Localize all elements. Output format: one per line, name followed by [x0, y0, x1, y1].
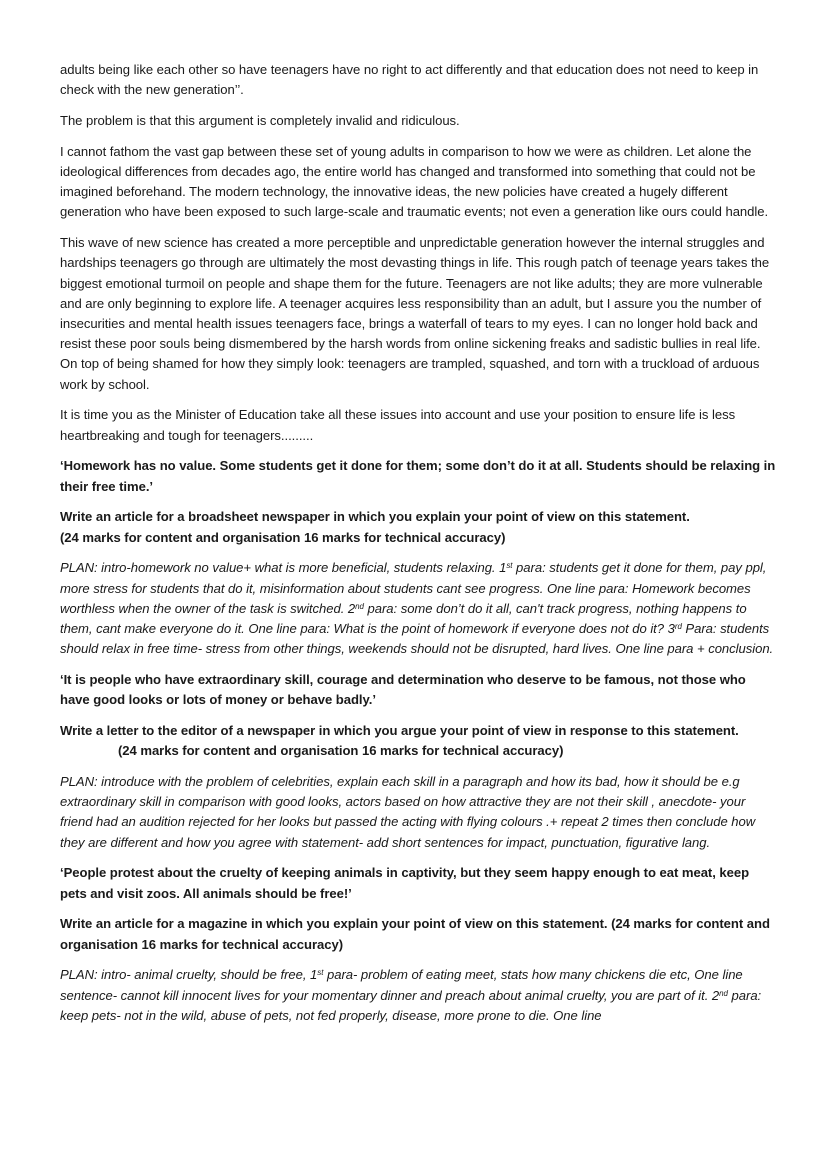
question-1-plan	[60, 558, 776, 659]
question-2-statement: ‘It is people who have extraordinary skill, courage and determination who deserve to be famous, not those who have good looks or lots of money or behave badly.’	[60, 672, 746, 708]
question-1-plan-part-a: PLAN: intro-homework no value+ what is more beneficial, students relaxing. 1	[60, 560, 507, 576]
question-1-plan-part-b: para: students get it done for them, pay ppl, more stress for students that do it, misinformation about students cant see progress. One line para: Homework becomes worthless when the owner of the task is switched. 2	[60, 560, 767, 616]
essay-paragraph-3: I cannot fathom the vast gap between these set of young adults in comparison to how we were as children. Let alone the ideological differences from decades ago, the entire world has changed and transformed into something that could not be imagined beforehand. The modern technology, the innovative ideas, the new policies have created a hugely different generation who have been exposed to such large-scale and traumatic events; not even a generation like ours could handle.	[60, 143, 769, 220]
essay-paragraph-5: It is time you as the Minister of Education take all these issues into account and use your position to ensure life is less heartbreaking and tough for teenagers.........	[60, 407, 736, 443]
question-3-plan-part-a: PLAN: intro- animal cruelty, should be free, 1	[60, 967, 318, 983]
essay-paragraph-1: adults being like each other so have teenagers have no right to act differently and that education does not need to keep in check with the new generation’’.	[60, 62, 759, 98]
question-3-plan	[60, 965, 776, 1026]
document-body	[60, 60, 776, 1037]
question-2-marks: (24 marks for content and organisation 16 marks for technical accuracy)	[118, 743, 564, 759]
question-2-task	[60, 721, 776, 761]
question-3-plan-part-b: para- problem of eating meet, stats how many chickens die etc, One line sentence- cannot kill innocent lives for your momentary dinner and preach about animal cruelty, you are part of it. 2	[60, 967, 743, 1003]
ordinal-suffix: rd	[674, 622, 682, 632]
question-1-task	[60, 507, 776, 547]
question-3-task: Write an article for a magazine in which you explain your point of view on this statement. (24 marks for content and organisation 16 marks for technical accuracy)	[60, 916, 770, 952]
ordinal-suffix: st	[506, 561, 513, 571]
question-3-plan-part-c: para: keep pets- not in the wild, abuse of pets, not fed properly, disease, more prone to die. One line	[60, 987, 762, 1023]
question-3-statement: ‘People protest about the cruelty of keeping animals in captivity, but they seem happy enough to eat meat, keep pets and visit zoos. All animals should be free!’	[60, 865, 750, 901]
ordinal-suffix: nd	[355, 601, 364, 611]
ordinal-suffix: st	[317, 968, 324, 978]
question-1-statement: ‘Homework has no value. Some students get it done for them; some don’t do it at all. Students should be relaxing in their free time.’	[60, 458, 776, 494]
question-1-plan-part-d: Para: students should relax in free time- stress from other things, weekends should not be disrupted, hard lives. One line para + conclusion.	[60, 621, 774, 657]
ordinal-suffix: nd	[719, 988, 728, 998]
question-1-marks: (24 marks for content and organisation 16 marks for technical accuracy)	[60, 529, 506, 545]
question-1-task-text: Write an article for a broadsheet newspaper in which you explain your point of view on this statement.	[60, 509, 690, 525]
question-2-task-text: Write a letter to the editor of a newspaper in which you argue your point of view in response to this statement.	[60, 723, 739, 739]
essay-paragraph-4: This wave of new science has created a more perceptible and unpredictable generation however the internal struggles and hardships teenagers go through are ultimately the most devasting things in life. This rough patch of teenage years takes the biggest emotional turmoil on people and shape them for the future. Teenagers are not like adults; they are more vulnerable and are only beginning to explore life. A teenager acquires less responsibility than an adult, but I assure you the number of insecurities and mental health issues teenagers face, brings a waterfall of tears to my eyes. I can no longer hold back and resist these poor souls being dismembered by the harsh words from online sickening freaks and sadistic bullies in real life. On top of being shamed for how they simply look: teenagers are trampled, squashed, and torn with a truckload of arduous work by school.	[60, 235, 770, 392]
question-2-plan: PLAN: introduce with the problem of celebrities, explain each skill in a paragraph and how its bad, how it should be e.g extraordinary skill in comparison with good looks, actors based on how attractive they are not their skill , anecdote- your friend had an audition rejected for her looks but passed the acting with flying colours .+ repeat 2 times then conclude how they are different and how you agree with statement- add short sentences for impact, punctuation, figurative lang.	[60, 774, 756, 850]
question-1-plan-part-c: para: some don’t do it all, can't track progress, nothing happens to them, cant make everyone do it. One line para: What is the point of homework if everyone does not do it? 3	[60, 600, 747, 637]
essay-paragraph-2: The problem is that this argument is completely invalid and ridiculous.	[60, 113, 460, 128]
